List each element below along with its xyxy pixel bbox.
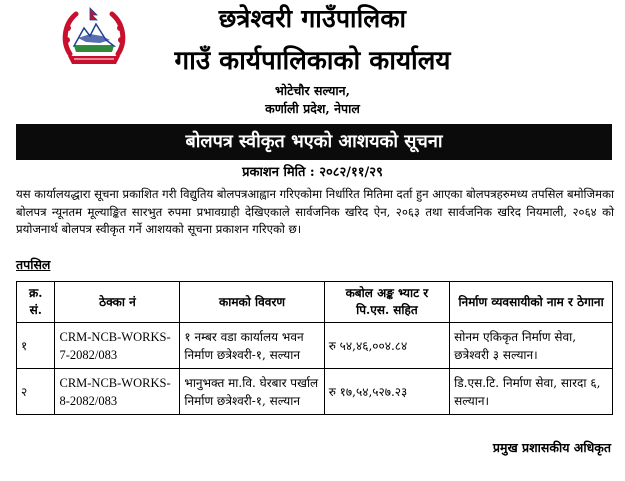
- details-heading: तपसिल: [16, 257, 51, 272]
- table-row: [17, 369, 613, 415]
- header-vendor: निर्माण व्यवसायीको नाम र ठेगाना: [450, 282, 613, 323]
- cell-amount: रु ५४,४६,००४.८४: [324, 323, 449, 369]
- cell-work-description: १ नम्बर वडा कार्यालय भवन निर्माण छत्रेश्वरी-१, सल्यान: [180, 323, 324, 369]
- notice-title-banner: बोलपत्र स्वीकृत भएको आशयको सूचना: [16, 124, 612, 160]
- cell-work-description: भानुभक्त मा.वि. घेरबार पर्खाल निर्माण छत्रेश्वरी-१, सल्यान: [180, 369, 324, 415]
- table-header-row: [17, 282, 613, 323]
- publication-date: प्रकाशन मिति : २०८२/११/२९: [242, 165, 383, 180]
- cell-vendor: सोनम एकिकृत निर्माण सेवा, छत्रेश्वरी ३ सल्यान।: [450, 323, 613, 369]
- office-name: गाउँ कार्यपालिकाको कार्यालय: [174, 46, 451, 76]
- bid-table: [16, 281, 613, 415]
- header-sn: क्र. सं.: [17, 282, 55, 323]
- cell-sn: १: [17, 323, 55, 369]
- header-amount: कबोल अङ्क भ्याट र पि.एस. सहित: [324, 282, 449, 323]
- notice-body: यस कार्यालयद्धारा सूचना प्रकाशित गरी विद्युतिय बोलपत्रआह्वान गरिएकोमा निर्धारित मितिमा दर्ता हुन आएका बोलपत्रहरुमध्य तपसिल बमोजिमका बोलपत्र न्यूनतम मूल्याङ्कित सारभुत रुपमा प्रभावग्राही देखिएकाले सार्वजनिक खरिद ऐन, २०६३ तथा सार्वजनिक खरिद नियमाली, २०६४ को प्रयोजनार्थ बोलपत्र स्वीकृत गर्ने आशयको सूचना प्रकाशन गरिएको छ।: [16, 187, 614, 236]
- address-line-2: कर्णाली प्रदेश, नेपाल: [265, 101, 360, 116]
- cell-vendor: डि.एस.टि. निर्माण सेवा, सारदा ६, सल्यान।: [450, 369, 613, 415]
- cell-amount: रु १७,५४,५२७.२३: [324, 369, 449, 415]
- cell-sn: २: [17, 369, 55, 415]
- signatory-title: प्रमुख प्रशासकीय अधिकृत: [492, 440, 611, 455]
- table-row: [17, 323, 613, 369]
- header-contract-no: ठेक्का नं: [55, 282, 180, 323]
- header-work-description: कामको विवरण: [180, 282, 324, 323]
- address-line-1: भोटेचौर सल्यान,: [275, 83, 350, 98]
- cell-contract-no: CRM-NCB-WORKS-7-2082/083: [55, 323, 180, 369]
- org-name: छत्रेश्वरी गाउँपालिका: [218, 4, 407, 33]
- cell-contract-no: CRM-NCB-WORKS-8-2082/083: [55, 369, 180, 415]
